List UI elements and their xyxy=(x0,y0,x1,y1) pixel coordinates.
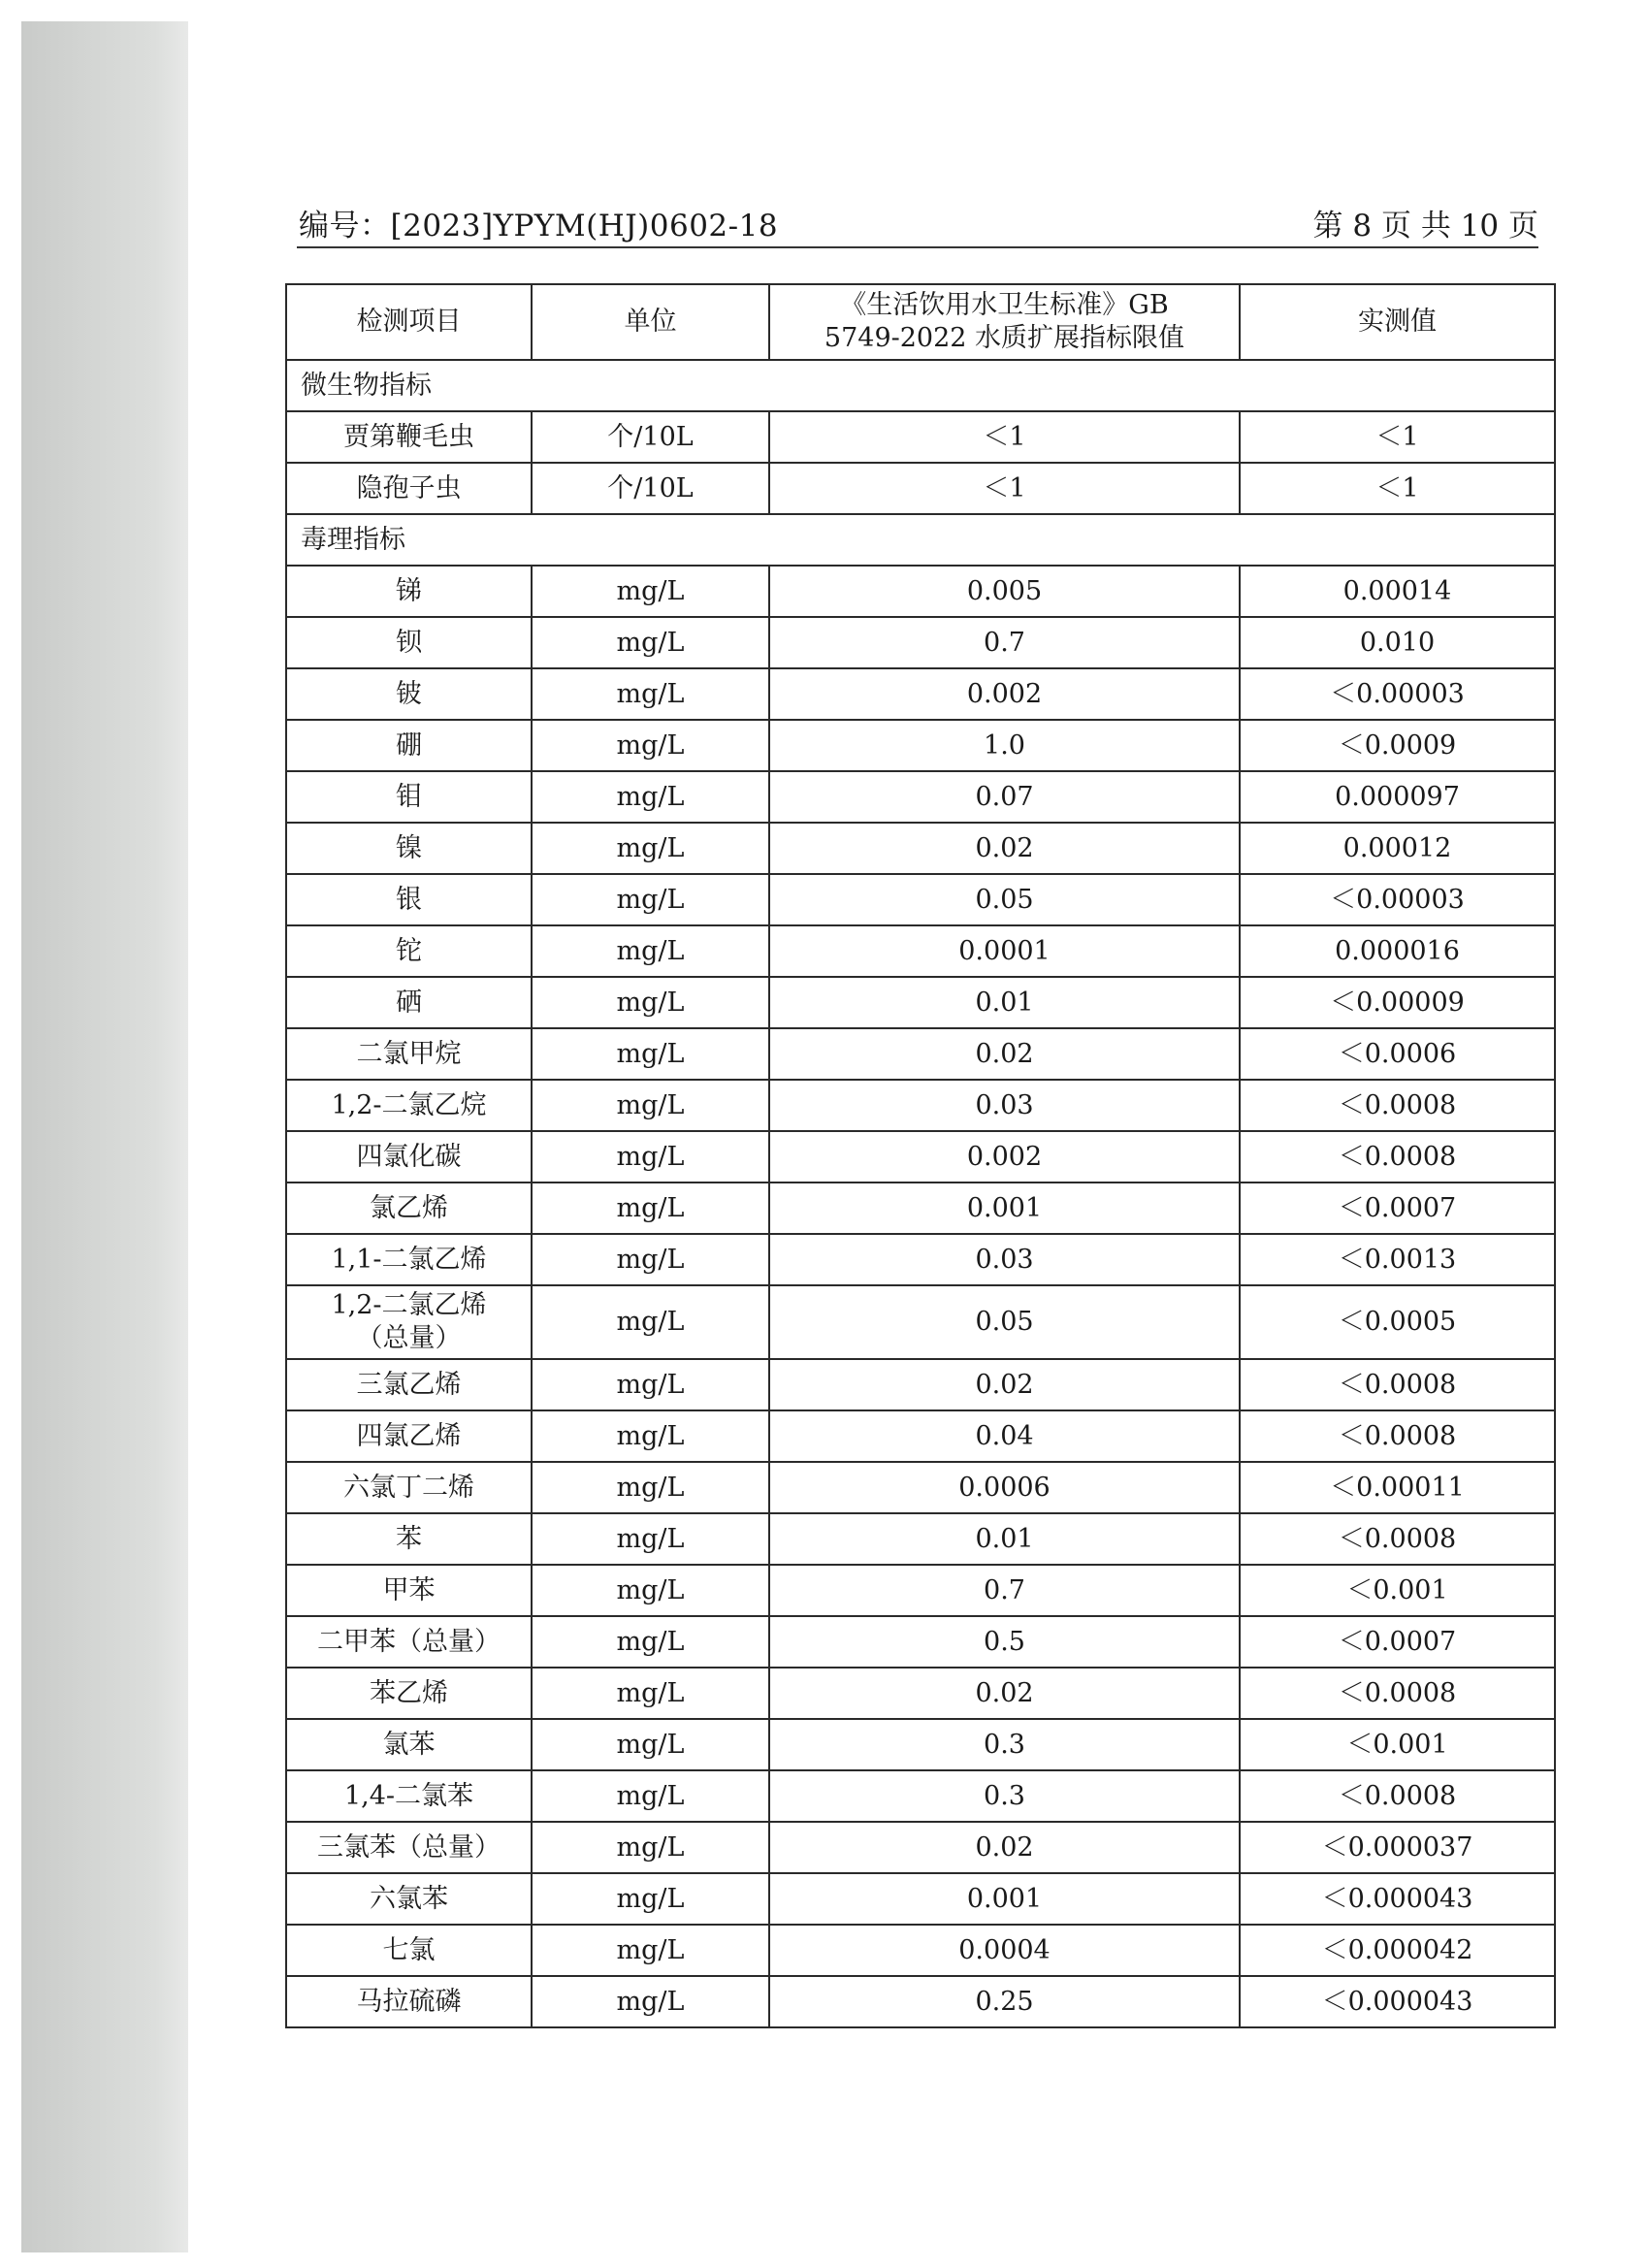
table-row xyxy=(286,771,1555,823)
table-row xyxy=(286,1131,1555,1183)
limit-header-line1: 《生活饮用水卫生标准》GB xyxy=(840,290,1169,320)
cell-limit: 0.3 xyxy=(769,1770,1240,1822)
cell-measured: ＜0.000042 xyxy=(1240,1925,1555,1976)
cell-measured: ＜0.0008 xyxy=(1240,1770,1555,1822)
cell-item: 硒 xyxy=(286,977,532,1028)
cell-limit: 0.3 xyxy=(769,1719,1240,1770)
cell-limit: 0.002 xyxy=(769,668,1240,720)
table-row xyxy=(286,1976,1555,2027)
cell-unit: mg/L xyxy=(532,566,769,617)
cell-limit: 0.02 xyxy=(769,1359,1240,1410)
cell-measured: ＜0.0008 xyxy=(1240,1668,1555,1719)
cell-measured: ＜0.0006 xyxy=(1240,1028,1555,1080)
cell-measured: ＜0.000037 xyxy=(1240,1822,1555,1873)
table-row xyxy=(286,1616,1555,1668)
cell-item: 苯乙烯 xyxy=(286,1668,532,1719)
cell-unit: mg/L xyxy=(532,1873,769,1925)
cell-item: 三氯乙烯 xyxy=(286,1359,532,1410)
cell-measured: ＜0.000043 xyxy=(1240,1976,1555,2027)
cell-measured: 0.00014 xyxy=(1240,566,1555,617)
table-row xyxy=(286,874,1555,925)
cell-unit: mg/L xyxy=(532,668,769,720)
cell-measured: ＜0.0005 xyxy=(1240,1285,1555,1359)
cell-item: 1,4-二氯苯 xyxy=(286,1770,532,1822)
cell-limit: 0.25 xyxy=(769,1976,1240,2027)
cell-measured: ＜0.0007 xyxy=(1240,1183,1555,1234)
table-row xyxy=(286,1028,1555,1080)
cell-unit: mg/L xyxy=(532,1565,769,1616)
cell-limit: 0.03 xyxy=(769,1080,1240,1131)
cell-item: 铊 xyxy=(286,925,532,977)
cell-unit: mg/L xyxy=(532,617,769,668)
cell-unit: mg/L xyxy=(532,1770,769,1822)
cell-unit: mg/L xyxy=(532,1359,769,1410)
cell-unit: mg/L xyxy=(532,1131,769,1183)
section-row xyxy=(286,514,1555,566)
cell-limit: ＜1 xyxy=(769,411,1240,463)
table-row xyxy=(286,411,1555,463)
table-row xyxy=(286,617,1555,668)
cell-unit: mg/L xyxy=(532,1513,769,1565)
cell-unit: mg/L xyxy=(532,1410,769,1462)
cell-unit: mg/L xyxy=(532,1234,769,1285)
cell-measured: ＜0.0009 xyxy=(1240,720,1555,771)
cell-item: 氯乙烯 xyxy=(286,1183,532,1234)
cell-item: 隐孢子虫 xyxy=(286,463,532,514)
cell-item: 硼 xyxy=(286,720,532,771)
cell-item: 三氯苯（总量） xyxy=(286,1822,532,1873)
cell-limit: 0.005 xyxy=(769,566,1240,617)
table-row xyxy=(286,1770,1555,1822)
table-row xyxy=(286,1183,1555,1234)
table-row xyxy=(286,1719,1555,1770)
table-row xyxy=(286,668,1555,720)
cell-limit: ＜1 xyxy=(769,463,1240,514)
cell-item: 七氯 xyxy=(286,1925,532,1976)
cell-limit: 0.02 xyxy=(769,1028,1240,1080)
cell-unit: mg/L xyxy=(532,720,769,771)
column-header-item: 检测项目 xyxy=(286,284,532,360)
cell-item: 贾第鞭毛虫 xyxy=(286,411,532,463)
table-row xyxy=(286,1234,1555,1285)
cell-item xyxy=(286,1285,532,1359)
section-title: 毒理指标 xyxy=(286,514,1555,566)
cell-limit: 0.03 xyxy=(769,1234,1240,1285)
cell-item: 四氯乙烯 xyxy=(286,1410,532,1462)
table-row xyxy=(286,1285,1555,1359)
table-row xyxy=(286,1925,1555,1976)
cell-limit: 0.04 xyxy=(769,1410,1240,1462)
cell-measured: ＜0.0007 xyxy=(1240,1616,1555,1668)
table-row xyxy=(286,1668,1555,1719)
cell-item: 锑 xyxy=(286,566,532,617)
cell-unit: mg/L xyxy=(532,1668,769,1719)
scan-shadow-edge xyxy=(21,21,188,2252)
cell-measured: ＜0.00011 xyxy=(1240,1462,1555,1513)
table-row xyxy=(286,566,1555,617)
cell-measured: ＜0.001 xyxy=(1240,1565,1555,1616)
page-number: 第 8 页 共 10 页 xyxy=(1312,209,1538,243)
cell-item: 二甲苯（总量） xyxy=(286,1616,532,1668)
cell-item: 镍 xyxy=(286,823,532,874)
cell-measured: ＜0.0008 xyxy=(1240,1131,1555,1183)
cell-limit: 0.002 xyxy=(769,1131,1240,1183)
cell-limit: 0.01 xyxy=(769,1513,1240,1565)
cell-measured: 0.000016 xyxy=(1240,925,1555,977)
cell-unit: mg/L xyxy=(532,1462,769,1513)
water-quality-results-table xyxy=(285,283,1556,2028)
table-body xyxy=(286,360,1555,2027)
table-row xyxy=(286,720,1555,771)
cell-unit: mg/L xyxy=(532,977,769,1028)
cell-limit: 0.02 xyxy=(769,1822,1240,1873)
cell-item: 甲苯 xyxy=(286,1565,532,1616)
cell-measured: ＜0.0008 xyxy=(1240,1359,1555,1410)
cell-measured: ＜0.00003 xyxy=(1240,668,1555,720)
cell-item: 银 xyxy=(286,874,532,925)
cell-item-line1: 1,2-二氯乙烯 xyxy=(331,1290,487,1320)
cell-item: 二氯甲烷 xyxy=(286,1028,532,1080)
cell-limit: 1.0 xyxy=(769,720,1240,771)
cell-unit: mg/L xyxy=(532,1080,769,1131)
cell-measured: 0.000097 xyxy=(1240,771,1555,823)
cell-measured: ＜0.0008 xyxy=(1240,1410,1555,1462)
cell-measured: ＜0.001 xyxy=(1240,1719,1555,1770)
cell-unit: mg/L xyxy=(532,1976,769,2027)
cell-measured: ＜0.0008 xyxy=(1240,1080,1555,1131)
table-row xyxy=(286,1410,1555,1462)
cell-item: 钡 xyxy=(286,617,532,668)
cell-measured: 0.010 xyxy=(1240,617,1555,668)
cell-measured: 0.00012 xyxy=(1240,823,1555,874)
table-row xyxy=(286,977,1555,1028)
cell-measured: ＜0.0008 xyxy=(1240,1513,1555,1565)
cell-measured: ＜0.00003 xyxy=(1240,874,1555,925)
cell-limit: 0.0004 xyxy=(769,1925,1240,1976)
cell-limit: 0.5 xyxy=(769,1616,1240,1668)
table-row xyxy=(286,1462,1555,1513)
cell-limit: 0.0001 xyxy=(769,925,1240,977)
cell-unit: mg/L xyxy=(532,1616,769,1668)
cell-item: 苯 xyxy=(286,1513,532,1565)
limit-header-line2: 5749-2022 水质扩展指标限值 xyxy=(824,323,1185,353)
cell-limit: 0.02 xyxy=(769,823,1240,874)
table-row xyxy=(286,1565,1555,1616)
cell-unit: mg/L xyxy=(532,1925,769,1976)
cell-unit: 个/10L xyxy=(532,463,769,514)
table-row xyxy=(286,463,1555,514)
cell-measured: ＜0.000043 xyxy=(1240,1873,1555,1925)
cell-limit: 0.01 xyxy=(769,977,1240,1028)
table-row xyxy=(286,1080,1555,1131)
table-row xyxy=(286,1359,1555,1410)
column-header-limit xyxy=(769,284,1240,360)
cell-limit: 0.0006 xyxy=(769,1462,1240,1513)
cell-unit: mg/L xyxy=(532,1719,769,1770)
cell-unit: mg/L xyxy=(532,874,769,925)
cell-limit: 0.001 xyxy=(769,1183,1240,1234)
table-header-row xyxy=(286,284,1555,360)
cell-item: 马拉硫磷 xyxy=(286,1976,532,2027)
cell-unit: mg/L xyxy=(532,771,769,823)
cell-item: 钼 xyxy=(286,771,532,823)
cell-item: 1,2-二氯乙烷 xyxy=(286,1080,532,1131)
cell-limit: 0.7 xyxy=(769,617,1240,668)
page-header xyxy=(297,208,1538,248)
cell-measured: ＜0.00009 xyxy=(1240,977,1555,1028)
column-header-measured: 实测值 xyxy=(1240,284,1555,360)
column-header-unit: 单位 xyxy=(532,284,769,360)
cell-unit: mg/L xyxy=(532,1183,769,1234)
cell-measured: ＜0.0013 xyxy=(1240,1234,1555,1285)
cell-measured: ＜1 xyxy=(1240,463,1555,514)
cell-unit: mg/L xyxy=(532,1822,769,1873)
section-title: 微生物指标 xyxy=(286,360,1555,411)
cell-limit: 0.02 xyxy=(769,1668,1240,1719)
cell-measured: ＜1 xyxy=(1240,411,1555,463)
cell-item: 六氯丁二烯 xyxy=(286,1462,532,1513)
document-number: 编号：[2023]YPYM(HJ)0602-18 xyxy=(299,209,779,243)
table-row xyxy=(286,1513,1555,1565)
cell-limit: 0.07 xyxy=(769,771,1240,823)
cell-limit: 0.05 xyxy=(769,1285,1240,1359)
cell-unit: mg/L xyxy=(532,925,769,977)
table-row xyxy=(286,1822,1555,1873)
section-row xyxy=(286,360,1555,411)
cell-item: 1,1-二氯乙烯 xyxy=(286,1234,532,1285)
table-row xyxy=(286,925,1555,977)
cell-limit: 0.001 xyxy=(769,1873,1240,1925)
cell-item: 六氯苯 xyxy=(286,1873,532,1925)
cell-unit: 个/10L xyxy=(532,411,769,463)
cell-limit: 0.7 xyxy=(769,1565,1240,1616)
table-row xyxy=(286,1873,1555,1925)
cell-item: 四氯化碳 xyxy=(286,1131,532,1183)
cell-unit: mg/L xyxy=(532,823,769,874)
cell-item: 铍 xyxy=(286,668,532,720)
table-row xyxy=(286,823,1555,874)
cell-limit: 0.05 xyxy=(769,874,1240,925)
cell-item-line2: （总量） xyxy=(356,1323,462,1353)
cell-unit: mg/L xyxy=(532,1285,769,1359)
cell-item: 氯苯 xyxy=(286,1719,532,1770)
cell-unit: mg/L xyxy=(532,1028,769,1080)
